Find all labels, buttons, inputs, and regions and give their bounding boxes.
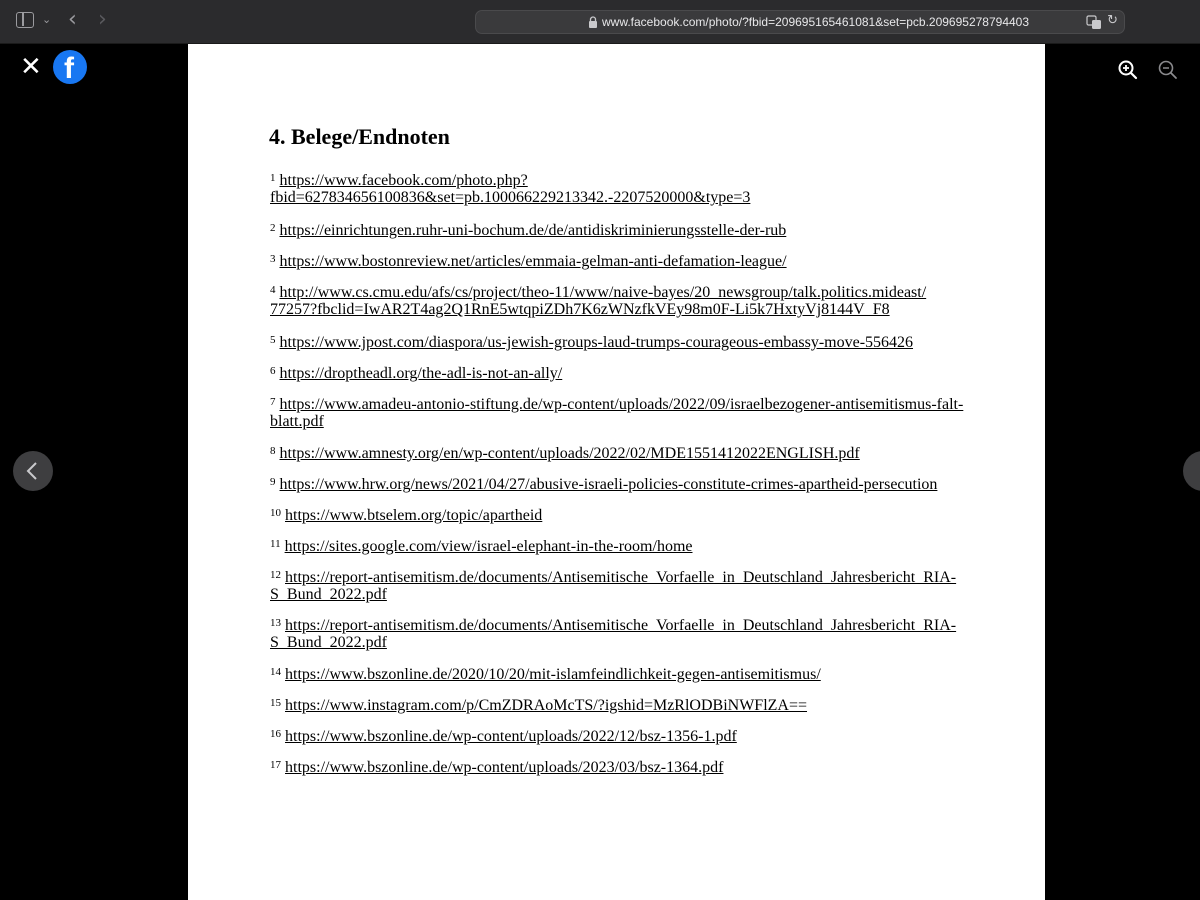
endnote-link: https://www.jpost.com/diaspora/us-jewish-groups-laud-trumps-courageous-embassy-move-556426: [279, 334, 914, 351]
endnote-number: 8: [270, 445, 276, 457]
endnote-number: 12: [270, 569, 281, 581]
endnote-number: 17: [270, 759, 281, 771]
endnote-number: 15: [270, 697, 281, 709]
browser-toolbar: [0, 0, 1200, 44]
facebook-logo[interactable]: f: [53, 50, 87, 84]
address-bar[interactable]: [475, 10, 1125, 34]
endnote-number: 5: [270, 334, 276, 346]
endnote-link: https://www.btselem.org/topic/apartheid: [285, 507, 543, 524]
endnote-item: [270, 445, 970, 462]
endnote-item: [270, 666, 970, 683]
sidebar-toggle-icon[interactable]: [16, 12, 34, 28]
endnote-item: [270, 253, 970, 270]
endnote-link: https://report-antisemitism.de/documents/Antisemitische_Vorfaelle_in_Deutschland_Jahresbericht_RIA- S_Bund_2022.pdf: [270, 617, 957, 651]
endnote-link: https://www.amadeu-antonio-stiftung.de/wp-content/uploads/2022/09/israelbezogener-antisemitismus-falt- blatt.pdf: [270, 396, 964, 430]
reload-icon[interactable]: ↻: [1107, 13, 1118, 28]
endnote-number: 16: [270, 728, 281, 740]
translate-icon[interactable]: [1086, 14, 1102, 30]
endnote-item: [270, 222, 970, 239]
endnote-link: https://einrichtungen.ruhr-uni-bochum.de/de/antidiskriminierungsstelle-der-rub: [279, 222, 787, 239]
endnote-link: https://www.hrw.org/news/2021/04/27/abusive-israeli-policies-constitute-crimes-apartheid-persecution: [279, 476, 938, 493]
endnote-link: https://www.bostonreview.net/articles/emmaia-gelman-anti-defamation-league/: [279, 253, 787, 270]
endnote-number: 4: [270, 284, 276, 296]
back-icon[interactable]: ‹: [68, 7, 77, 32]
endnote-item: [270, 172, 970, 206]
endnote-number: 9: [270, 476, 276, 488]
endnote-item: [270, 759, 970, 776]
chevron-left-icon: [25, 461, 39, 481]
endnote-link: https://sites.google.com/view/israel-elephant-in-the-room/home: [284, 538, 693, 555]
endnote-item: [270, 728, 970, 745]
endnote-item: [270, 284, 970, 318]
endnote-number: 13: [270, 617, 281, 629]
close-icon[interactable]: ✕: [20, 52, 42, 82]
endnote-link: https://droptheadl.org/the-adl-is-not-an-ally/: [279, 365, 563, 382]
endnote-item: [270, 396, 970, 430]
endnote-item: [270, 697, 970, 714]
endnote-item: [270, 617, 970, 651]
endnote-item: [270, 334, 970, 351]
zoom-in-icon[interactable]: [1118, 60, 1138, 80]
endnote-link: https://www.bszonline.de/wp-content/uploads/2022/12/bsz-1356-1.pdf: [285, 728, 737, 745]
endnote-item: [270, 538, 970, 555]
next-photo-button[interactable]: [1183, 451, 1200, 491]
endnote-number: 14: [270, 666, 281, 678]
endnote-link: https://report-antisemitism.de/documents/Antisemitische_Vorfaelle_in_Deutschland_Jahresbericht_RIA- S_Bund_2022.pdf: [270, 569, 957, 603]
endnote-link: https://www.facebook.com/photo.php? fbid=627834656100836&set=pb.100066229213342.-2207520000&type=3: [270, 172, 751, 206]
endnote-number: 6: [270, 365, 276, 377]
endnote-item: [270, 569, 970, 603]
chevron-down-icon[interactable]: ⌄: [42, 14, 52, 26]
endnote-link: http://www.cs.cmu.edu/afs/cs/project/theo-11/www/naive-bayes/20_newsgroup/talk.politics.mideast/ 77257?fbclid=IwAR2T4ag2Q1RnE5wtqpiZDh7K6zWNzfkVEy98m0F-Li5k7HxtyVj8144V_F8: [270, 284, 927, 318]
lock-icon: [588, 16, 598, 28]
endnote-number: 11: [270, 538, 281, 550]
endnote-number: 3: [270, 253, 276, 265]
previous-photo-button[interactable]: [13, 451, 53, 491]
photo-document: [188, 44, 1045, 900]
url-text: www.facebook.com/photo/?fbid=209695165461081&set=pcb.209695278794403: [602, 15, 1030, 29]
endnote-item: [270, 476, 970, 493]
endnote-link: https://www.instagram.com/p/CmZDRAoMcTS/?igshid=MzRlODBiNWFlZA==: [285, 697, 808, 714]
endnote-number: 1: [270, 172, 276, 184]
endnote-link: https://www.amnesty.org/en/wp-content/uploads/2022/02/MDE1551412022ENGLISH.pdf: [279, 445, 860, 462]
forward-icon[interactable]: ›: [98, 7, 107, 32]
endnote-item: [270, 365, 970, 382]
endnote-link: https://www.bszonline.de/wp-content/uploads/2023/03/bsz-1364.pdf: [285, 759, 724, 776]
endnote-item: [270, 507, 970, 524]
endnote-number: 7: [270, 396, 276, 408]
endnote-link: https://www.bszonline.de/2020/10/20/mit-islamfeindlichkeit-gegen-antisemitismus/: [285, 666, 821, 683]
endnote-number: 10: [270, 507, 281, 519]
zoom-out-icon[interactable]: [1158, 60, 1178, 80]
endnote-number: 2: [270, 222, 276, 234]
document-heading: 4. Belege/Endnoten: [269, 124, 450, 149]
